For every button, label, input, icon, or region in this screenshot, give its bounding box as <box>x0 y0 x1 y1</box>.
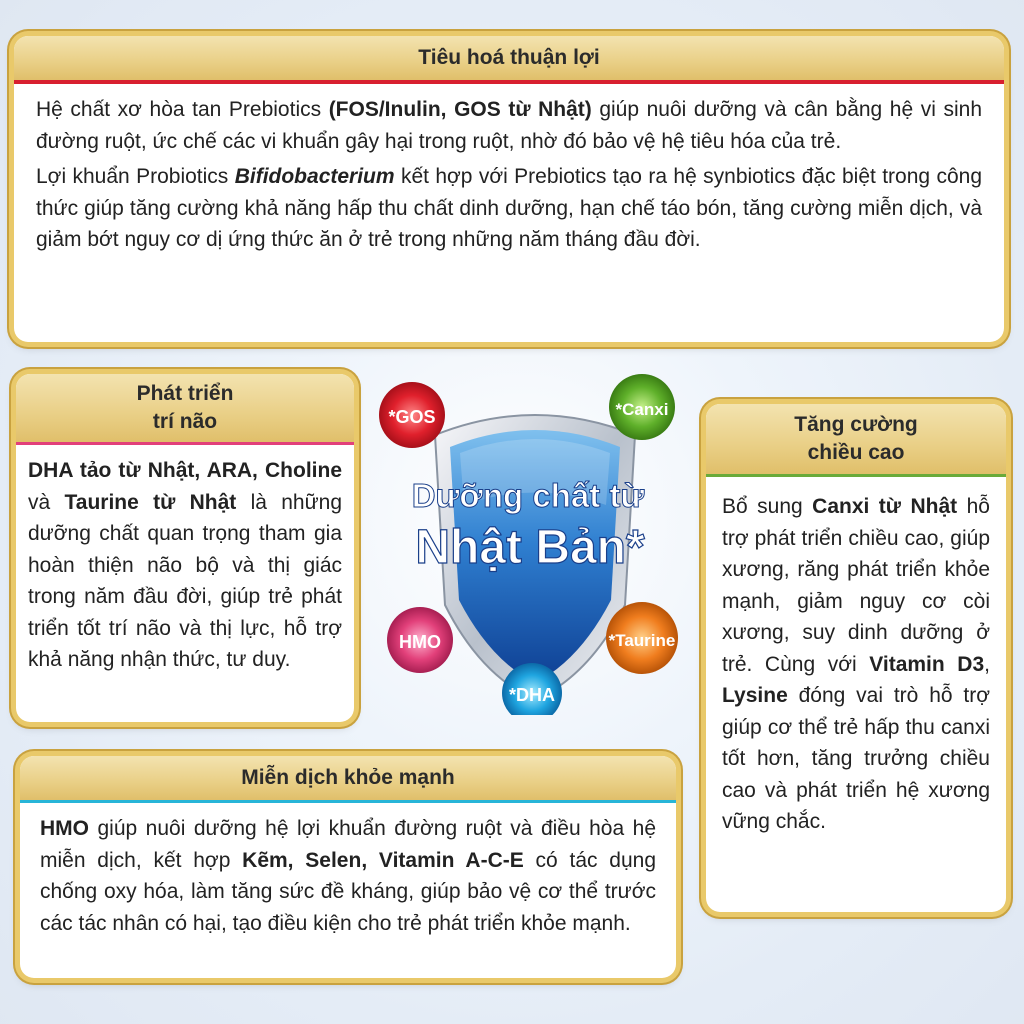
text-run: HMO <box>40 817 89 840</box>
text-run: có tác dụng chống oxy hóa, làm tăng sức đề kháng, giúp bảo vệ cơ thể trước các tác nhân có hại, tạo điều kiện cho trẻ phát triển khỏe mạnh. <box>40 848 656 935</box>
brain-title-line1: Phát triển <box>136 382 234 405</box>
text-run: DHA tảo từ Nhật, ARA, Choline <box>28 459 342 482</box>
text-run: Canxi từ Nhật <box>812 495 958 518</box>
immune-body <box>20 803 676 949</box>
digestion-body <box>14 84 1004 266</box>
immune-paragraph <box>40 813 656 939</box>
digestion-header <box>14 36 1004 84</box>
text-run: đóng vai trò hỗ trợ giúp cơ thể trẻ hấp thu canxi tốt hơn, tăng trưởng chiều cao và phát triển hệ xương vững chắc. <box>722 684 990 833</box>
taurine-bubble <box>606 602 678 674</box>
brain-title-line2: trí não <box>152 410 218 433</box>
text-run: Bổ sung <box>722 495 813 518</box>
text-run: Lợi khuẩn Probiotics <box>36 165 235 188</box>
immune-header <box>20 756 676 803</box>
brain-body <box>16 445 354 686</box>
digestion-paragraph-1 <box>36 94 982 157</box>
shield-title-line2: Nhật Bản* <box>415 521 645 574</box>
immune-card <box>20 756 676 978</box>
taurine-label: *Taurine <box>608 631 676 650</box>
height-title-line1: Tăng cường <box>794 413 918 436</box>
height-header <box>706 404 1006 477</box>
shield-title-line1: Dưỡng chất từ <box>411 477 645 514</box>
brain-card <box>16 374 354 722</box>
text-run: là những dưỡng chất quan trọng tham gia hoàn thiện não bộ và thị giác trong năm đầu đời, giúp trẻ phát triển tốt trí não và thị lực, hỗ trợ khả năng nhận thức, tư duy. <box>28 490 343 671</box>
height-body <box>706 477 1006 852</box>
text-run: Vitamin D3 <box>869 652 985 676</box>
hmo-bubble <box>387 607 453 673</box>
immune-title: Miễn dịch khỏe mạnh <box>241 766 455 789</box>
height-paragraph <box>722 491 990 838</box>
text-run: giúp nuôi dưỡng hệ lợi khuẩn đường ruột và điều hòa hệ miễn dịch, kết hợp <box>40 817 656 872</box>
digestion-card <box>14 36 1004 342</box>
height-title-line2: chiều cao <box>807 441 905 464</box>
digestion-paragraph-2 <box>36 161 982 256</box>
brain-header <box>16 374 354 445</box>
text-run: Taurine từ Nhật <box>64 490 237 514</box>
shield-graphic <box>370 355 700 715</box>
text-run: hỗ trợ phát triển chiều cao, giúp xương, răng phát triển khỏe mạnh, giảm nguy cơ còi xương, suy dinh dưỡng ở trẻ. Cùng với <box>722 495 990 676</box>
text-run: (FOS/Inulin, GOS từ Nhật) <box>328 98 592 121</box>
brain-paragraph <box>28 455 342 676</box>
gos-label: *GOS <box>388 407 436 427</box>
text-run: Bifidobacterium <box>234 165 395 188</box>
text-run: kết hợp với Prebiotics tạo ra hệ synbiotics đặc biệt trong công thức giúp tăng cường khả năng hấp thu chất dinh dưỡng, hạn chế táo bón, tăng cường miễn dịch, và giảm bớt nguy cơ dị ứng thức ăn ở trẻ trong những năm tháng đầu đời. <box>36 165 983 251</box>
text-run: và <box>28 490 65 514</box>
height-card <box>706 404 1006 912</box>
text-run: giúp nuôi dưỡng và cân bằng hệ vi sinh đường ruột, ức chế các vi khuẩn gây hại trong ruột, nhờ đó bảo vệ hệ tiêu hóa của trẻ. <box>36 98 982 153</box>
text-run: , <box>984 652 990 676</box>
gos-bubble <box>379 382 445 448</box>
hmo-label: HMO <box>399 632 441 652</box>
digestion-title: Tiêu hoá thuận lợi <box>418 46 600 69</box>
canxi-label: *Canxi <box>615 400 669 419</box>
text-run: Hệ chất xơ hòa tan Prebiotics <box>36 98 329 121</box>
dha-label: *DHA <box>508 685 556 705</box>
text-run: Lysine <box>722 684 788 707</box>
canxi-bubble <box>609 374 675 440</box>
shield-svg <box>370 355 700 715</box>
text-run: Kẽm, Selen, Vitamin A-C-E <box>242 848 524 872</box>
